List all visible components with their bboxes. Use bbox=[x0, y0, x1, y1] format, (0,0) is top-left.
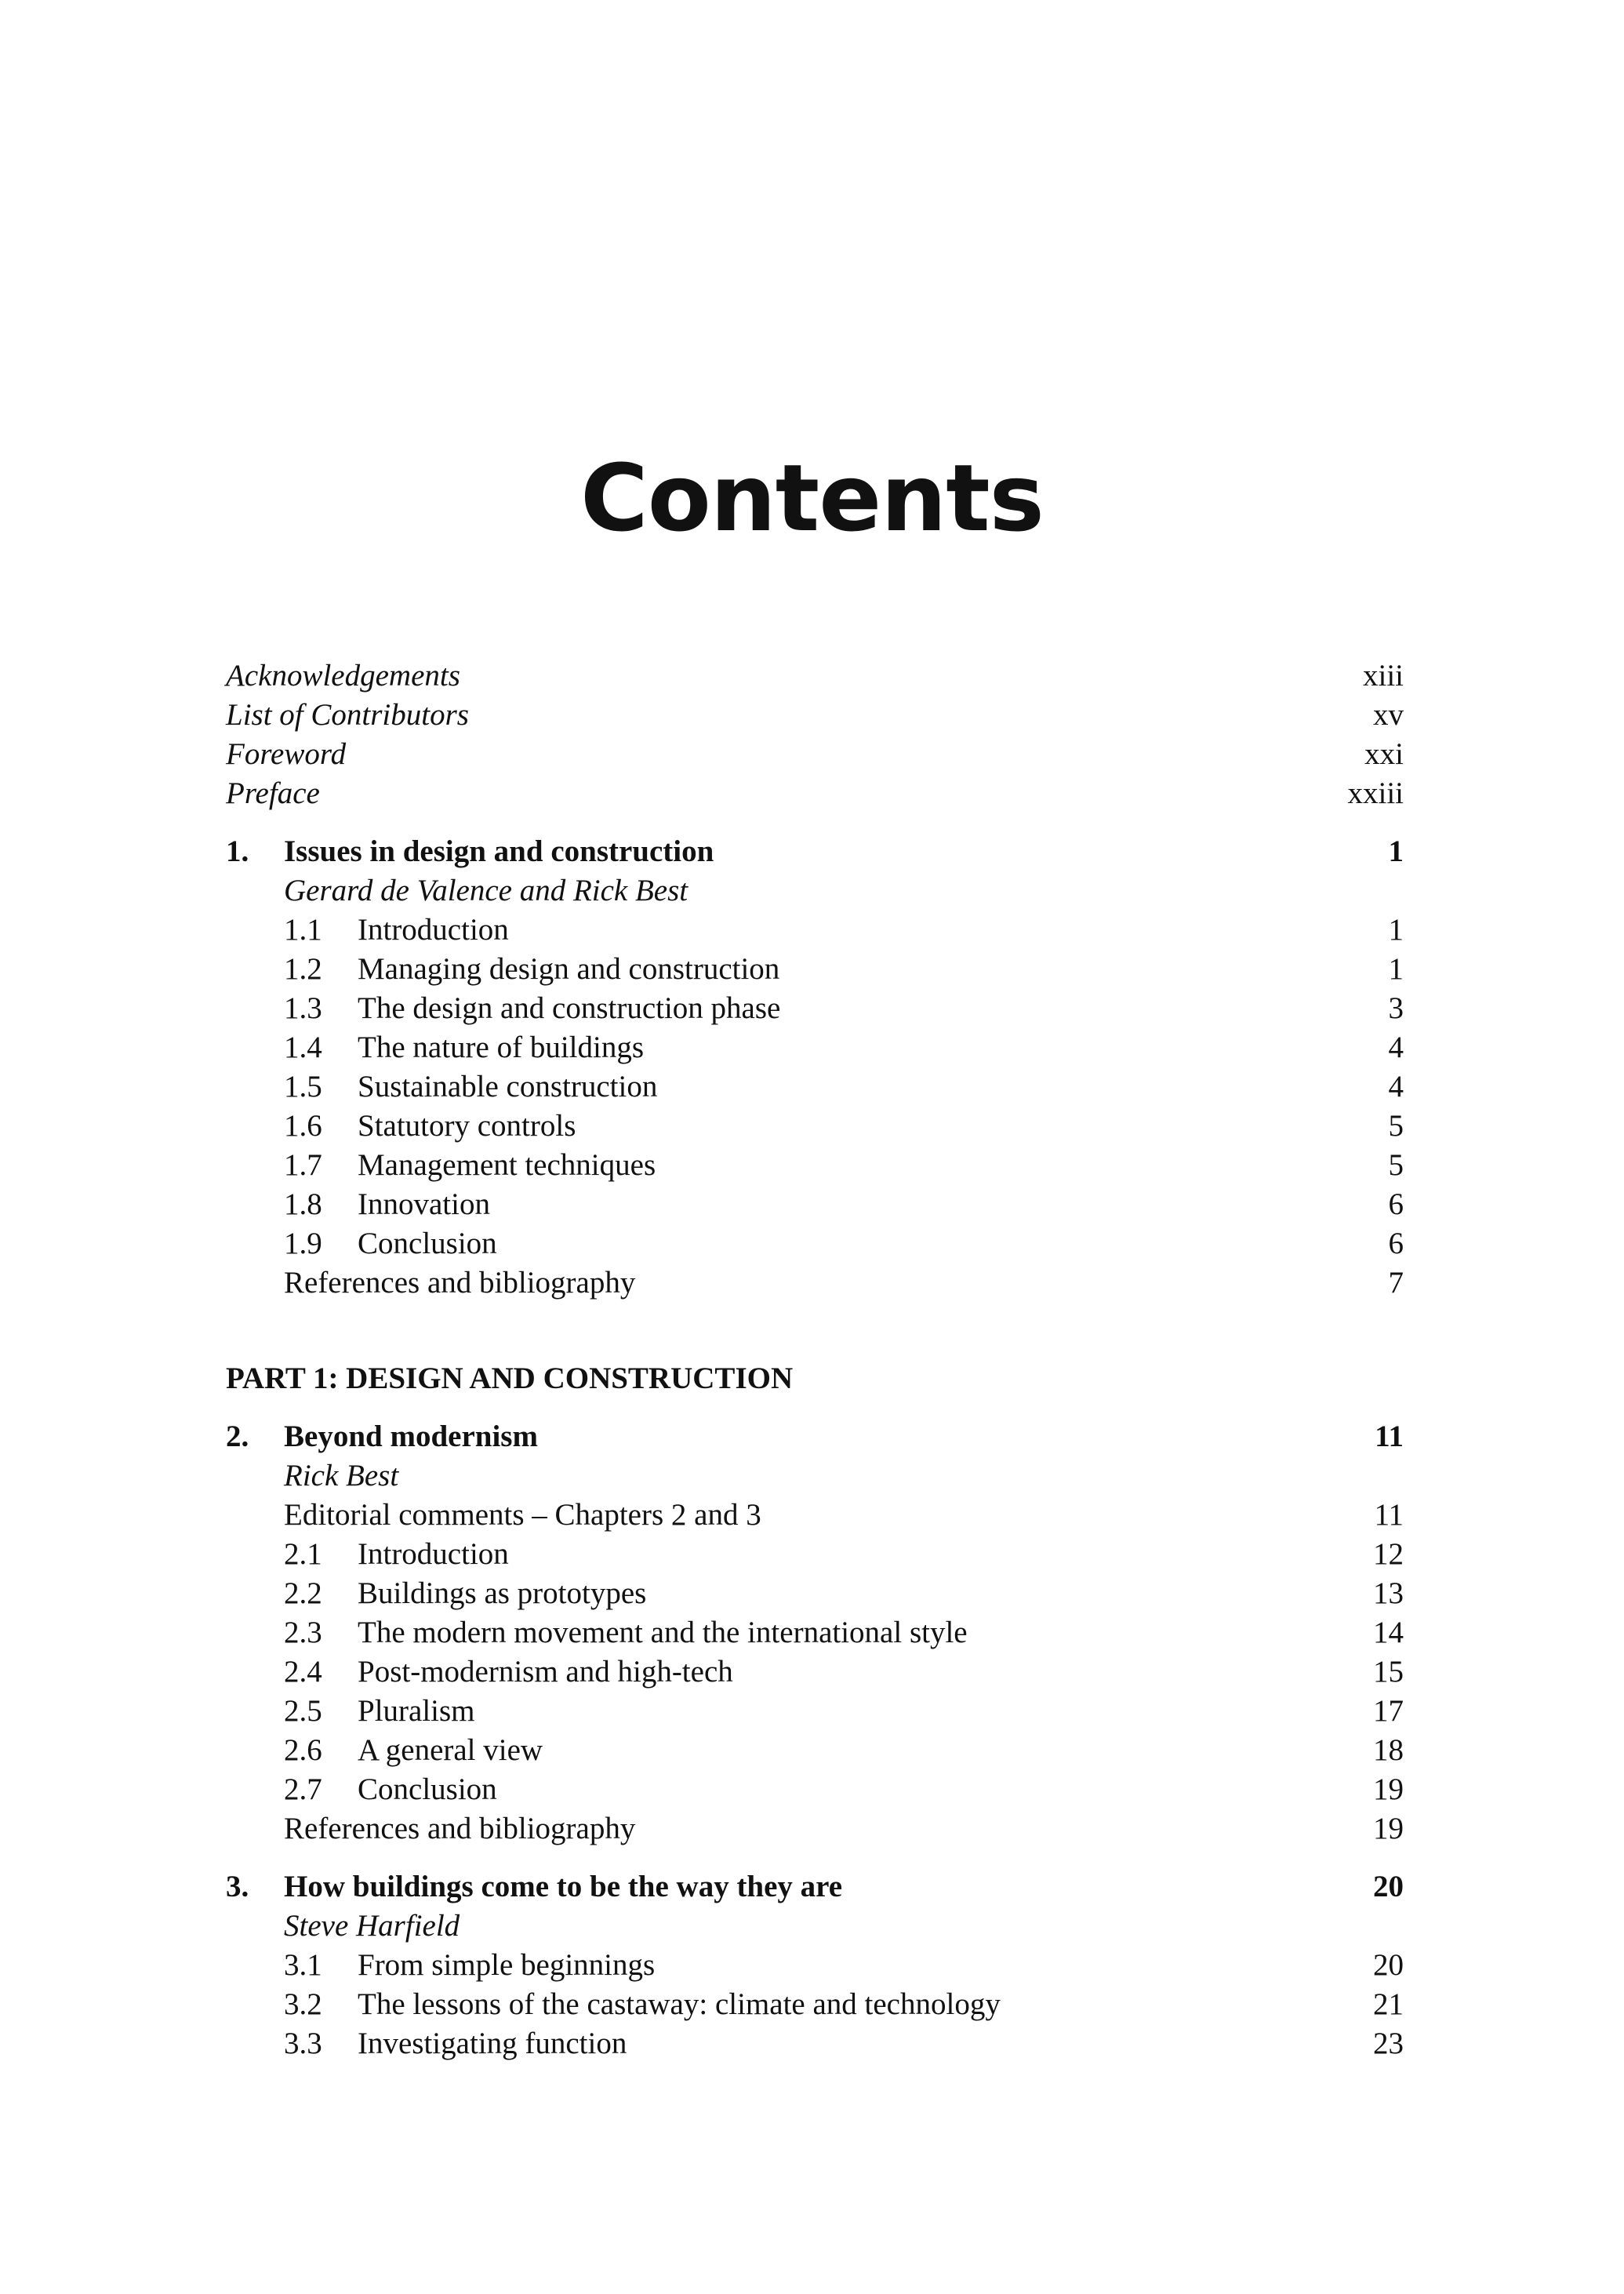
section-page: 20 bbox=[1373, 1948, 1404, 1982]
section-number: 3.1 bbox=[284, 1948, 322, 1982]
references-page: 7 bbox=[1388, 1266, 1404, 1300]
section-page: 19 bbox=[1373, 1772, 1404, 1806]
toc-section[interactable] bbox=[226, 1692, 1404, 1731]
section-title: Investigating function bbox=[358, 2027, 627, 2060]
chapter-page: 11 bbox=[1375, 1420, 1404, 1453]
section-number: 1.5 bbox=[284, 1070, 322, 1103]
section-number: 2.7 bbox=[284, 1772, 322, 1806]
toc-references[interactable] bbox=[226, 1263, 1404, 1303]
toc-section[interactable] bbox=[226, 1107, 1404, 1146]
section-title: The nature of buildings bbox=[358, 1031, 644, 1064]
toc-entry-acknowledgements[interactable] bbox=[226, 656, 1404, 696]
toc-entry-label: Preface bbox=[226, 776, 320, 810]
section-title: Introduction bbox=[358, 913, 509, 947]
section-page: 23 bbox=[1373, 2027, 1404, 2060]
toc-section[interactable] bbox=[226, 1067, 1404, 1107]
section-page: 1 bbox=[1388, 913, 1404, 947]
section-title: Pluralism bbox=[358, 1694, 475, 1728]
section-title: Buildings as prototypes bbox=[358, 1576, 647, 1610]
section-number: 2.3 bbox=[284, 1616, 322, 1649]
chapter-author: Rick Best bbox=[284, 1459, 399, 1492]
section-title: Conclusion bbox=[358, 1772, 497, 1806]
section-number: 1.3 bbox=[284, 991, 322, 1025]
toc-section[interactable] bbox=[226, 1770, 1404, 1809]
section-number: 2.5 bbox=[284, 1694, 322, 1728]
toc-section[interactable] bbox=[226, 1652, 1404, 1692]
part-heading: PART 1: DESIGN AND CONSTRUCTION bbox=[226, 1361, 794, 1395]
toc-entry-page: xv bbox=[1373, 698, 1404, 732]
section-page: 1 bbox=[1388, 952, 1404, 986]
chapter-author: Gerard de Valence and Rick Best bbox=[284, 874, 688, 907]
section-page: 15 bbox=[1373, 1655, 1404, 1689]
chapter-title: Beyond modernism bbox=[284, 1420, 538, 1453]
section-title: The design and construction phase bbox=[358, 991, 781, 1025]
toc-entry-foreword[interactable] bbox=[226, 735, 1404, 774]
section-number: 2.2 bbox=[284, 1576, 322, 1610]
table-of-contents bbox=[226, 656, 1404, 2063]
section-number: 1.6 bbox=[284, 1109, 322, 1143]
toc-chapter-2[interactable] bbox=[226, 1417, 1404, 1456]
toc-section[interactable] bbox=[226, 1185, 1404, 1224]
section-page: 5 bbox=[1388, 1148, 1404, 1182]
references-label: References and bibliography bbox=[284, 1812, 636, 1845]
toc-section[interactable] bbox=[226, 1224, 1404, 1263]
section-page: 17 bbox=[1373, 1694, 1404, 1728]
toc-editorial-comments[interactable] bbox=[226, 1496, 1404, 1535]
toc-section[interactable] bbox=[226, 1028, 1404, 1067]
toc-entry-list-of-contributors[interactable] bbox=[226, 696, 1404, 735]
toc-references[interactable] bbox=[226, 1809, 1404, 1849]
toc-chapter-1[interactable] bbox=[226, 832, 1404, 871]
chapter-number: 1. bbox=[226, 834, 249, 868]
section-page: 5 bbox=[1388, 1109, 1404, 1143]
chapter-number: 3. bbox=[226, 1870, 249, 1903]
section-page: 3 bbox=[1388, 991, 1404, 1025]
toc-entry-preface[interactable] bbox=[226, 774, 1404, 813]
section-number: 3.3 bbox=[284, 2027, 322, 2060]
section-title: Post-modernism and high-tech bbox=[358, 1655, 733, 1689]
toc-section[interactable] bbox=[226, 911, 1404, 950]
chapter-title: How buildings come to be the way they are bbox=[284, 1870, 843, 1903]
page-title: Contents bbox=[580, 444, 1044, 552]
toc-section[interactable] bbox=[226, 1985, 1404, 2024]
references-label: References and bibliography bbox=[284, 1266, 636, 1300]
toc-entry-page: xiii bbox=[1362, 659, 1404, 693]
chapter-page: 20 bbox=[1373, 1870, 1404, 1903]
section-page: 6 bbox=[1388, 1227, 1404, 1260]
section-number: 1.4 bbox=[284, 1031, 322, 1064]
section-title: A general view bbox=[358, 1733, 543, 1767]
section-title: Sustainable construction bbox=[358, 1070, 658, 1103]
section-title: The lessons of the castaway: climate and technology bbox=[358, 1987, 1001, 2021]
section-page: 13 bbox=[1373, 1576, 1404, 1610]
section-number: 2.6 bbox=[284, 1733, 322, 1767]
toc-section[interactable] bbox=[226, 1535, 1404, 1574]
section-number: 2.4 bbox=[284, 1655, 322, 1689]
section-number: 1.7 bbox=[284, 1148, 322, 1182]
section-page: 18 bbox=[1373, 1733, 1404, 1767]
toc-section[interactable] bbox=[226, 2024, 1404, 2063]
editorial-label: Editorial comments – Chapters 2 and 3 bbox=[284, 1498, 761, 1532]
toc-chapter-3[interactable] bbox=[226, 1867, 1404, 1907]
toc-section[interactable] bbox=[226, 1146, 1404, 1185]
section-page: 4 bbox=[1388, 1070, 1404, 1103]
section-number: 2.1 bbox=[284, 1537, 322, 1571]
editorial-page: 11 bbox=[1374, 1498, 1404, 1532]
section-page: 4 bbox=[1388, 1031, 1404, 1064]
section-title: Introduction bbox=[358, 1537, 509, 1571]
section-number: 1.2 bbox=[284, 952, 322, 986]
toc-entry-label: List of Contributors bbox=[226, 698, 469, 732]
toc-section[interactable] bbox=[226, 989, 1404, 1028]
toc-entry-label: Foreword bbox=[226, 737, 347, 771]
section-number: 1.8 bbox=[284, 1187, 322, 1221]
section-number: 1.1 bbox=[284, 913, 322, 947]
section-page: 6 bbox=[1388, 1187, 1404, 1221]
chapter-page: 1 bbox=[1388, 834, 1404, 868]
references-page: 19 bbox=[1373, 1812, 1404, 1845]
chapter-author: Steve Harfield bbox=[284, 1909, 460, 1943]
section-title: Innovation bbox=[358, 1187, 490, 1221]
section-title: Managing design and construction bbox=[358, 952, 780, 986]
toc-entry-page: xxi bbox=[1364, 737, 1404, 771]
chapter-title: Issues in design and construction bbox=[284, 834, 714, 868]
section-title: From simple beginnings bbox=[358, 1948, 656, 1982]
section-page: 12 bbox=[1373, 1537, 1404, 1571]
toc-section[interactable] bbox=[226, 1613, 1404, 1652]
toc-section[interactable] bbox=[226, 1946, 1404, 1985]
section-title: Conclusion bbox=[358, 1227, 497, 1260]
toc-section[interactable] bbox=[226, 950, 1404, 989]
toc-entry-label: Acknowledgements bbox=[226, 659, 460, 693]
section-title: Management techniques bbox=[358, 1148, 656, 1182]
chapter-number: 2. bbox=[226, 1420, 249, 1453]
section-number: 3.2 bbox=[284, 1987, 322, 2021]
section-page: 14 bbox=[1373, 1616, 1404, 1649]
toc-entry-page: xxiii bbox=[1347, 776, 1404, 810]
section-title: Statutory controls bbox=[358, 1109, 576, 1143]
section-page: 21 bbox=[1373, 1987, 1404, 2021]
toc-section[interactable] bbox=[226, 1574, 1404, 1613]
section-title: The modern movement and the international style bbox=[358, 1616, 968, 1649]
section-number: 1.9 bbox=[284, 1227, 322, 1260]
toc-section[interactable] bbox=[226, 1731, 1404, 1770]
